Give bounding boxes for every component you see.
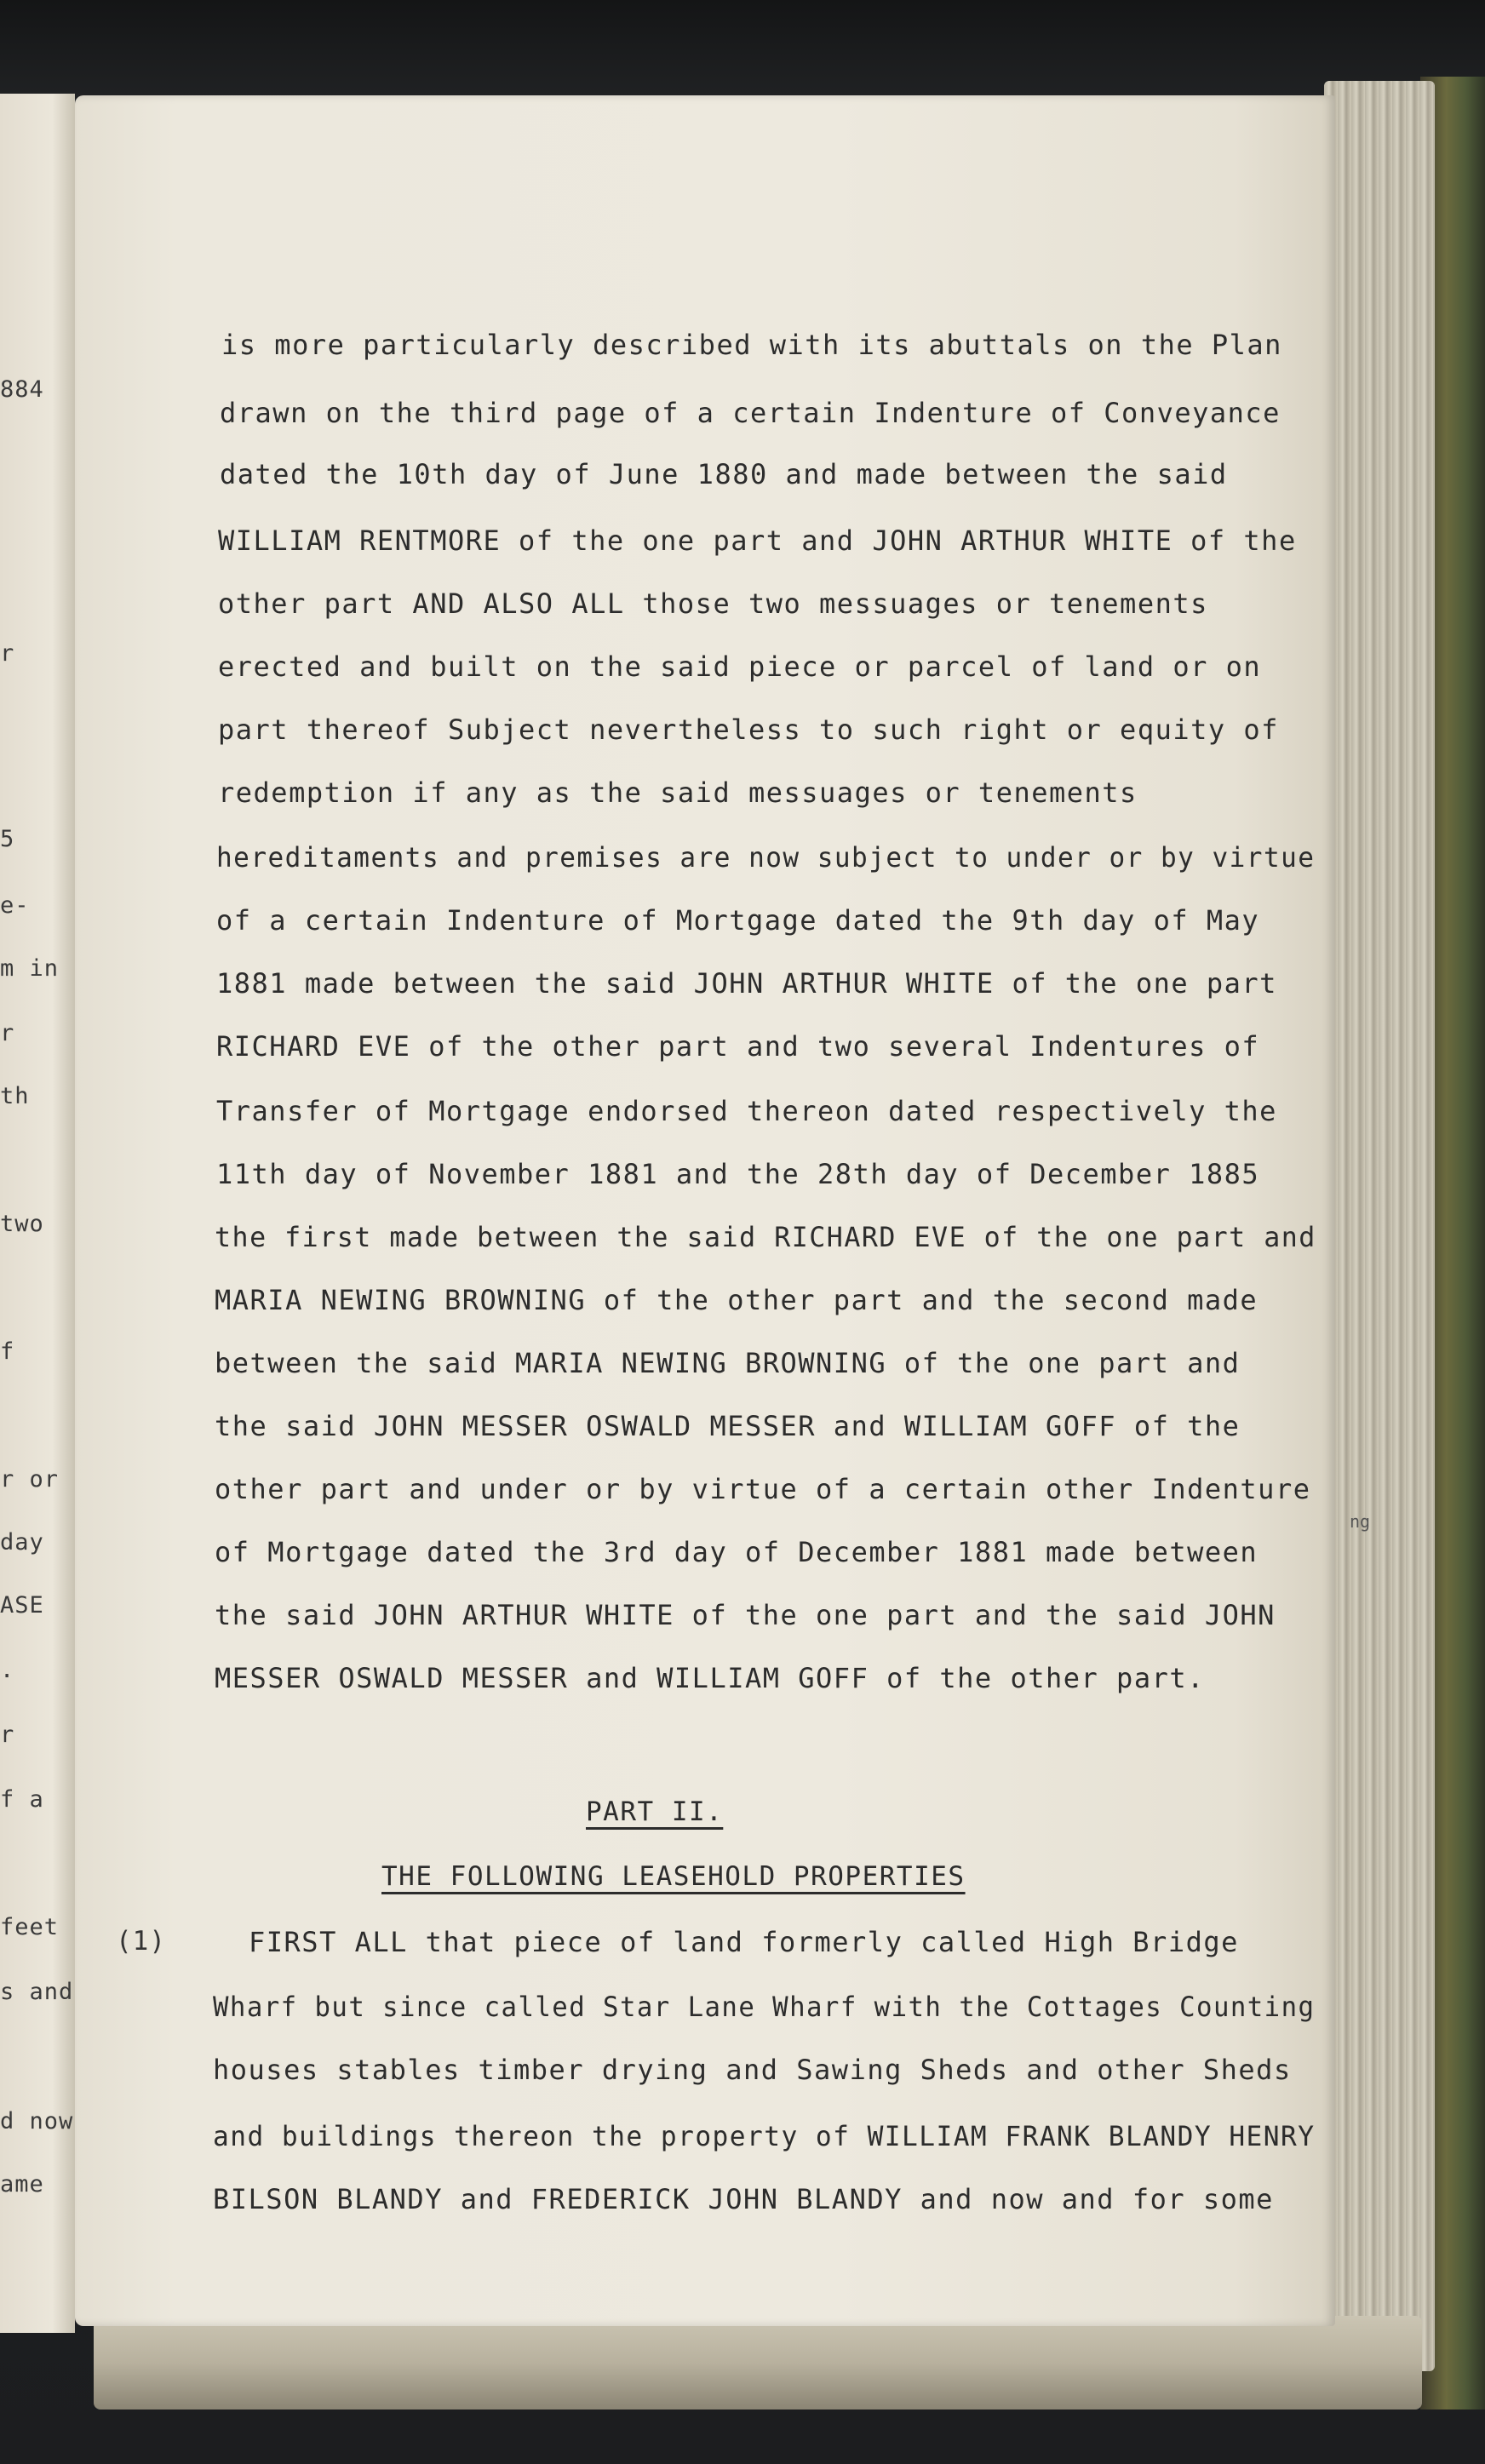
item-line: FIRST ALL that piece of land formerly called High Bridge [249,1926,1239,1958]
body-line: is more particularly described with its abuttals on the Plan [221,329,1282,361]
body-line: RICHARD EVE of the other part and two several Indentures of [216,1030,1260,1063]
body-line: drawn on the third page of a certain Indenture of Conveyance [220,397,1281,429]
body-line: redemption if any as the said messuages or tenements [218,776,1138,809]
left-fragment: r [0,1020,15,1046]
left-fragment: th [0,1083,30,1109]
left-fragment: day [0,1529,44,1556]
left-facing-page [0,94,75,2333]
body-line: MESSER OSWALD MESSER and WILLIAM GOFF of the other part. [215,1662,1205,1694]
item-line: and buildings thereon the property of WILLIAM FRANK BLANDY HENRY [213,2120,1316,2152]
left-fragment: . [0,1657,15,1683]
item-line: BILSON BLANDY and FREDERICK JOHN BLANDY and now and for some [213,2183,1274,2215]
body-line: dated the 10th day of June 1880 and made between the said [220,458,1228,490]
left-fragment: ASE [0,1592,44,1619]
body-line: the said JOHN ARTHUR WHITE of the one part and the said JOHN [215,1599,1276,1631]
left-fragment: feet [0,1914,60,1940]
left-fragment: ame [0,2171,44,2198]
body-line: other part AND ALSO ALL those two messuages or tenements [218,587,1208,620]
part-heading: PART II. [586,1796,724,1827]
body-line: the said JOHN MESSER OSWALD MESSER and WILLIAM GOFF of the [215,1410,1241,1442]
item-number: (1) [116,1926,166,1957]
body-line: of a certain Indenture of Mortgage dated the 9th day of May [216,904,1260,937]
left-fragment: 5 [0,826,15,852]
body-line: hereditaments and premises are now subject to under or by virtue [216,841,1316,874]
body-line: of Mortgage dated the 3rd day of December 1881 made between [215,1536,1259,1568]
left-fragment: r or [0,1466,60,1493]
body-line: 11th day of November 1881 and the 28th day of December 1885 [216,1158,1260,1190]
body-line: 1881 made between the said JOHN ARTHUR WHITE of the one part [216,967,1277,1000]
left-fragment: r [0,1722,15,1748]
edge-mark: ng [1350,1511,1371,1532]
body-line: Transfer of Mortgage endorsed thereon dated respectively the [216,1095,1277,1127]
body-line: MARIA NEWING BROWNING of the other part and the second made [215,1284,1259,1316]
left-fragment: f [0,1338,15,1365]
left-fragment: d now [0,2108,74,2135]
stacked-page-edges [1324,81,1435,2371]
item-line: Wharf but since called Star Lane Wharf with the Cottages Counting [213,1991,1316,2023]
body-line: the first made between the said RICHARD EVE of the one part and [215,1221,1316,1253]
item-line: houses stables timber drying and Sawing Sheds and other Sheds [213,2054,1292,2086]
left-fragment: s and [0,1979,74,2005]
body-line: between the said MARIA NEWING BROWNING of the one part and [215,1347,1241,1379]
left-fragment: 884 [0,376,44,403]
body-line: erected and built on the said piece or parcel of land or on [218,650,1262,683]
left-fragment: f a [0,1786,44,1813]
bottom-page-edges [94,2316,1422,2410]
section-heading: THE FOLLOWING LEASEHOLD PROPERTIES [381,1861,966,1892]
left-fragment: two [0,1211,44,1237]
left-fragment: r [0,640,15,667]
left-fragment: m in [0,955,60,982]
body-line: part thereof Subject nevertheless to such right or equity of [218,713,1279,746]
left-fragment: e- [0,892,30,919]
body-line: other part and under or by virtue of a certain other Indenture [215,1473,1311,1505]
body-line: WILLIAM RENTMORE of the one part and JOHN ARTHUR WHITE of the [218,524,1297,557]
